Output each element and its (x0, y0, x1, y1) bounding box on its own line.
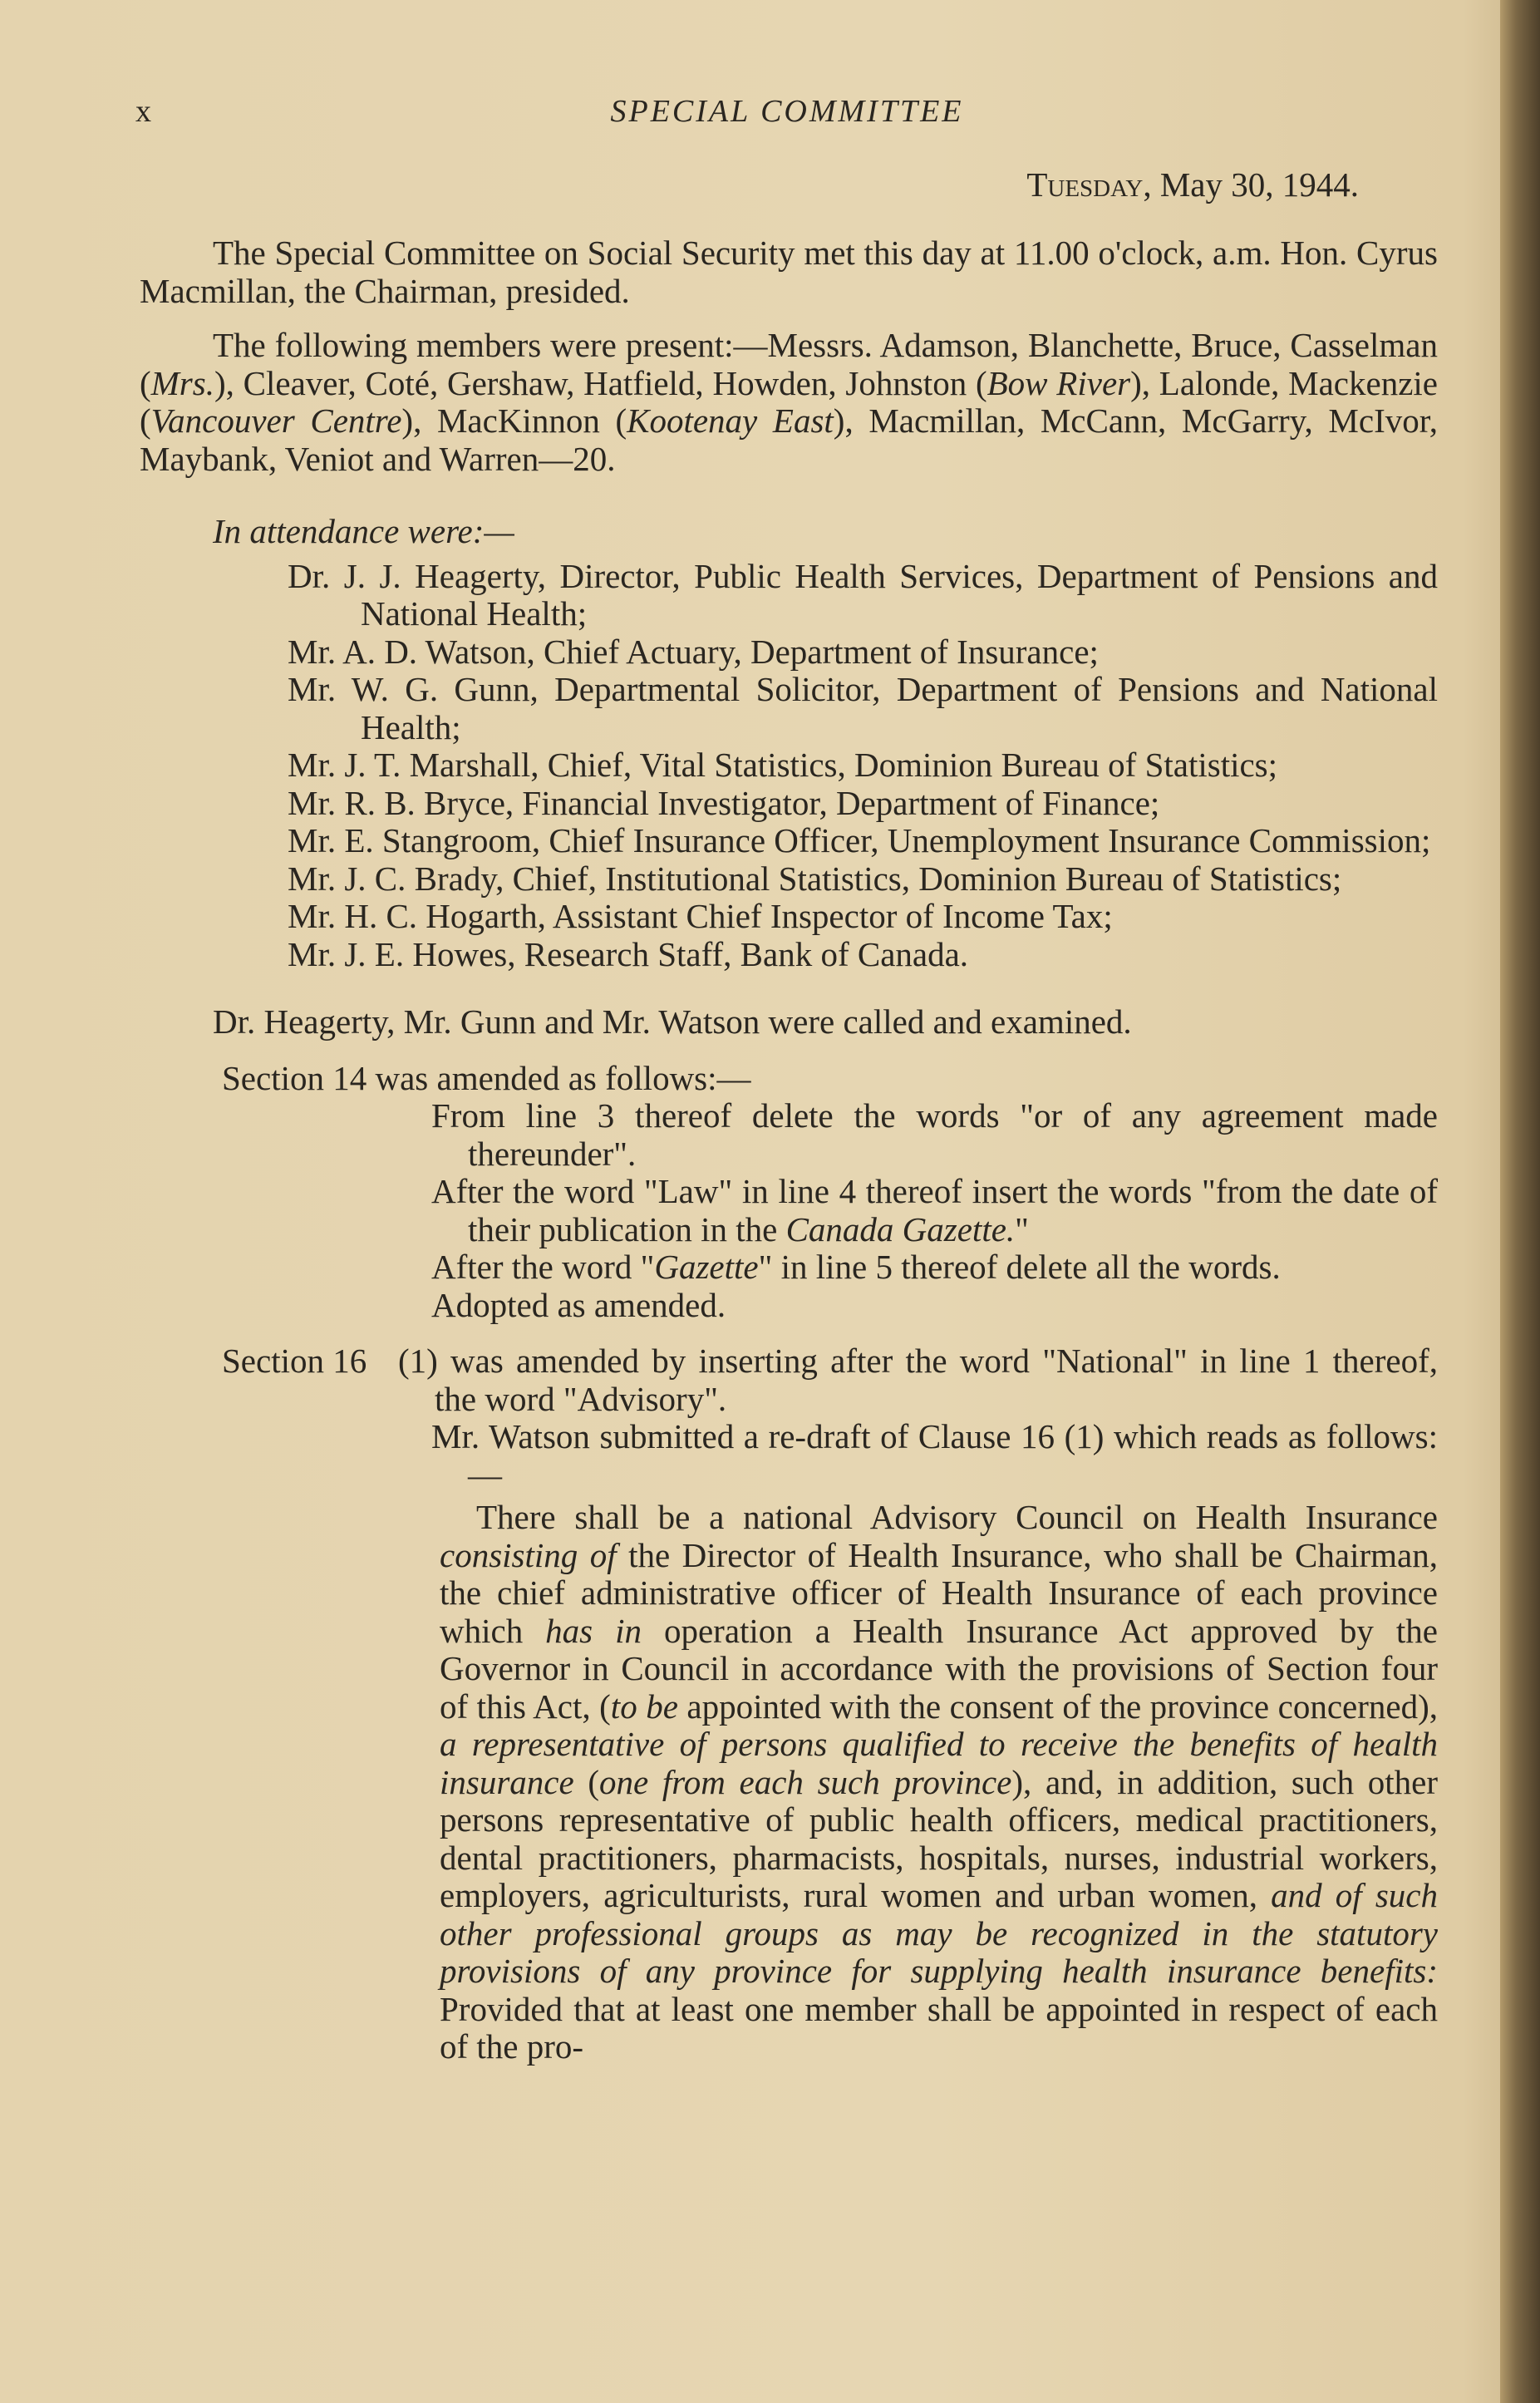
members-text-a: The following members were present:—Messrs. Adamson, Blanchette, Bruce, Casselman ( (140, 326, 1438, 402)
book-spine-shadow (1500, 0, 1540, 2403)
called-paragraph: Dr. Heagerty, Mr. Gunn and Mr. Watson were called and examined. (213, 1002, 1132, 1041)
quote-part: ( (573, 1762, 600, 1801)
page-header (135, 93, 1439, 135)
page-folio: x (135, 94, 154, 129)
clause-16-quote (140, 1499, 1438, 2066)
date-rest: , May 30, 1944. (1143, 165, 1359, 204)
list-item: Mr. H. C. Hogarth, Assistant Chief Inspector of Income Tax; (288, 897, 1113, 935)
section-14 (140, 1060, 1438, 1325)
meeting-paragraph: The Special Committee on Social Security met this day at 11.00 o'clock, a.m. Hon. Cyrus Macmillan, the Chairman, presided. (140, 234, 1438, 310)
list-item: Mr. R. B. Bryce, Financial Investigator, Department of Finance; (288, 783, 1160, 822)
section-14-item-1: From line 3 thereof delete the words "or of any agreement made thereunder". (431, 1096, 1438, 1173)
section-16-redraft: Mr. Watson submitted a re-draft of Clause 16 (1) which reads as follows:— (431, 1417, 1438, 1494)
members-text-d: Bow River (986, 363, 1131, 402)
quote-part: and of such other professional groups as may be recognized in the statutory provisions of any province for supplying health insurance benefits: (440, 1876, 1439, 1990)
section-16-row (140, 1342, 1438, 1418)
running-title: SPECIAL COMMITTEE (610, 94, 964, 129)
section-14-item-2 (140, 1173, 1438, 1248)
section-14-adopted: Adopted as amended. (431, 1285, 726, 1324)
quote-part: to be (610, 1687, 678, 1726)
quote-part: ), and, in addition, such other persons representative of public health officers, medical practitioners, dental practitioners, pharmacists, hospitals, nurses, industrial workers, employers, agriculturists, rural women and urban women, (440, 1762, 1439, 1914)
s14-item3-b: Gazette (654, 1248, 759, 1286)
members-text-e: ), Lalonde, Mackenzie ( (140, 363, 1438, 440)
document-body (140, 234, 1438, 2066)
quote-part: consisting of (440, 1535, 617, 1574)
list-item: Mr. E. Stangroom, Chief Insurance Officer, Unemployment Insurance Commission; (288, 821, 1431, 859)
quote-part: There shall be a national Advisory Council on Health Insurance (476, 1498, 1438, 1536)
members-text-c: ), Cleaver, Coté, Gershaw, Hatfield, Howden, Johnston ( (214, 363, 987, 402)
section-16 (140, 1342, 1438, 2066)
section-14-item-3 (140, 1248, 1438, 1287)
section-16-label: Section 16 (222, 1342, 367, 1380)
s14-item3-c: " in line 5 thereof delete all the words. (758, 1248, 1281, 1286)
quote-part: Provided that at least one member shall be appointed in respect of each of the pro- (440, 1989, 1438, 2066)
members-text-g: ), MacKinnon ( (401, 401, 627, 440)
quote-part: appointed with the consent of the province concerned), (677, 1687, 1438, 1726)
list-item: Dr. J. J. Heagerty, Director, Public Health Services, Department of Pensions and National Health; (288, 556, 1438, 633)
s14-item2-c: " (1015, 1209, 1029, 1248)
quote-part: operation a Health Insurance Act approved by the Governor in Council in accordance with the provisions of Section four of this Act, ( (440, 1611, 1438, 1726)
list-item: Mr. W. G. Gunn, Departmental Solicitor, Department of Pensions and National Health; (288, 670, 1438, 746)
s14-item3-a: After the word " (431, 1248, 655, 1286)
quote-part: a representative of persons qualified to receive the benefits of health insurance (440, 1725, 1438, 1801)
members-text-b: Mrs. (150, 363, 214, 402)
list-item: Mr. J. C. Brady, Chief, Institutional Statistics, Dominion Bureau of Statistics; (288, 859, 1342, 898)
quote-part: has in (545, 1611, 642, 1650)
list-item: Mr. J. E. Howes, Research Staff, Bank of Canada. (288, 934, 969, 973)
section-16-text: (1) was amended by inserting after the word "National" in line 1 thereof, the word "Advisory". (398, 1342, 1438, 1418)
attendance-list (140, 558, 1438, 974)
meeting-date (1026, 165, 1359, 204)
members-text-f: Vancouver Centre (150, 401, 402, 440)
list-item: Mr. A. D. Watson, Chief Actuary, Department of Insurance; (288, 632, 1099, 671)
members-text-h: Kootenay East (627, 401, 834, 440)
s14-item2-a: After the word "Law" in line 4 thereof insert the words "from the date of their publication in the (431, 1172, 1438, 1248)
list-item: Mr. J. T. Marshall, Chief, Vital Statistics, Dominion Bureau of Statistics; (288, 746, 1278, 784)
members-paragraph (140, 327, 1438, 478)
members-text-i: ), Macmillan, McCann, McGarry, McIvor, Maybank, Veniot and Warren—20. (140, 401, 1438, 478)
date-day: Tuesday (1026, 165, 1144, 204)
s14-item2-b: Canada Gazette. (785, 1209, 1016, 1248)
section-14-intro: Section 14 was amended as follows:— (222, 1058, 751, 1097)
attendance-heading: In attendance were:— (213, 512, 514, 550)
quote-part: one from each such province (599, 1762, 1012, 1801)
quote-part: the Director of Health Insurance, who shall be Chairman, the chief administrative officer of Health Insurance of each province which (440, 1535, 1438, 1650)
